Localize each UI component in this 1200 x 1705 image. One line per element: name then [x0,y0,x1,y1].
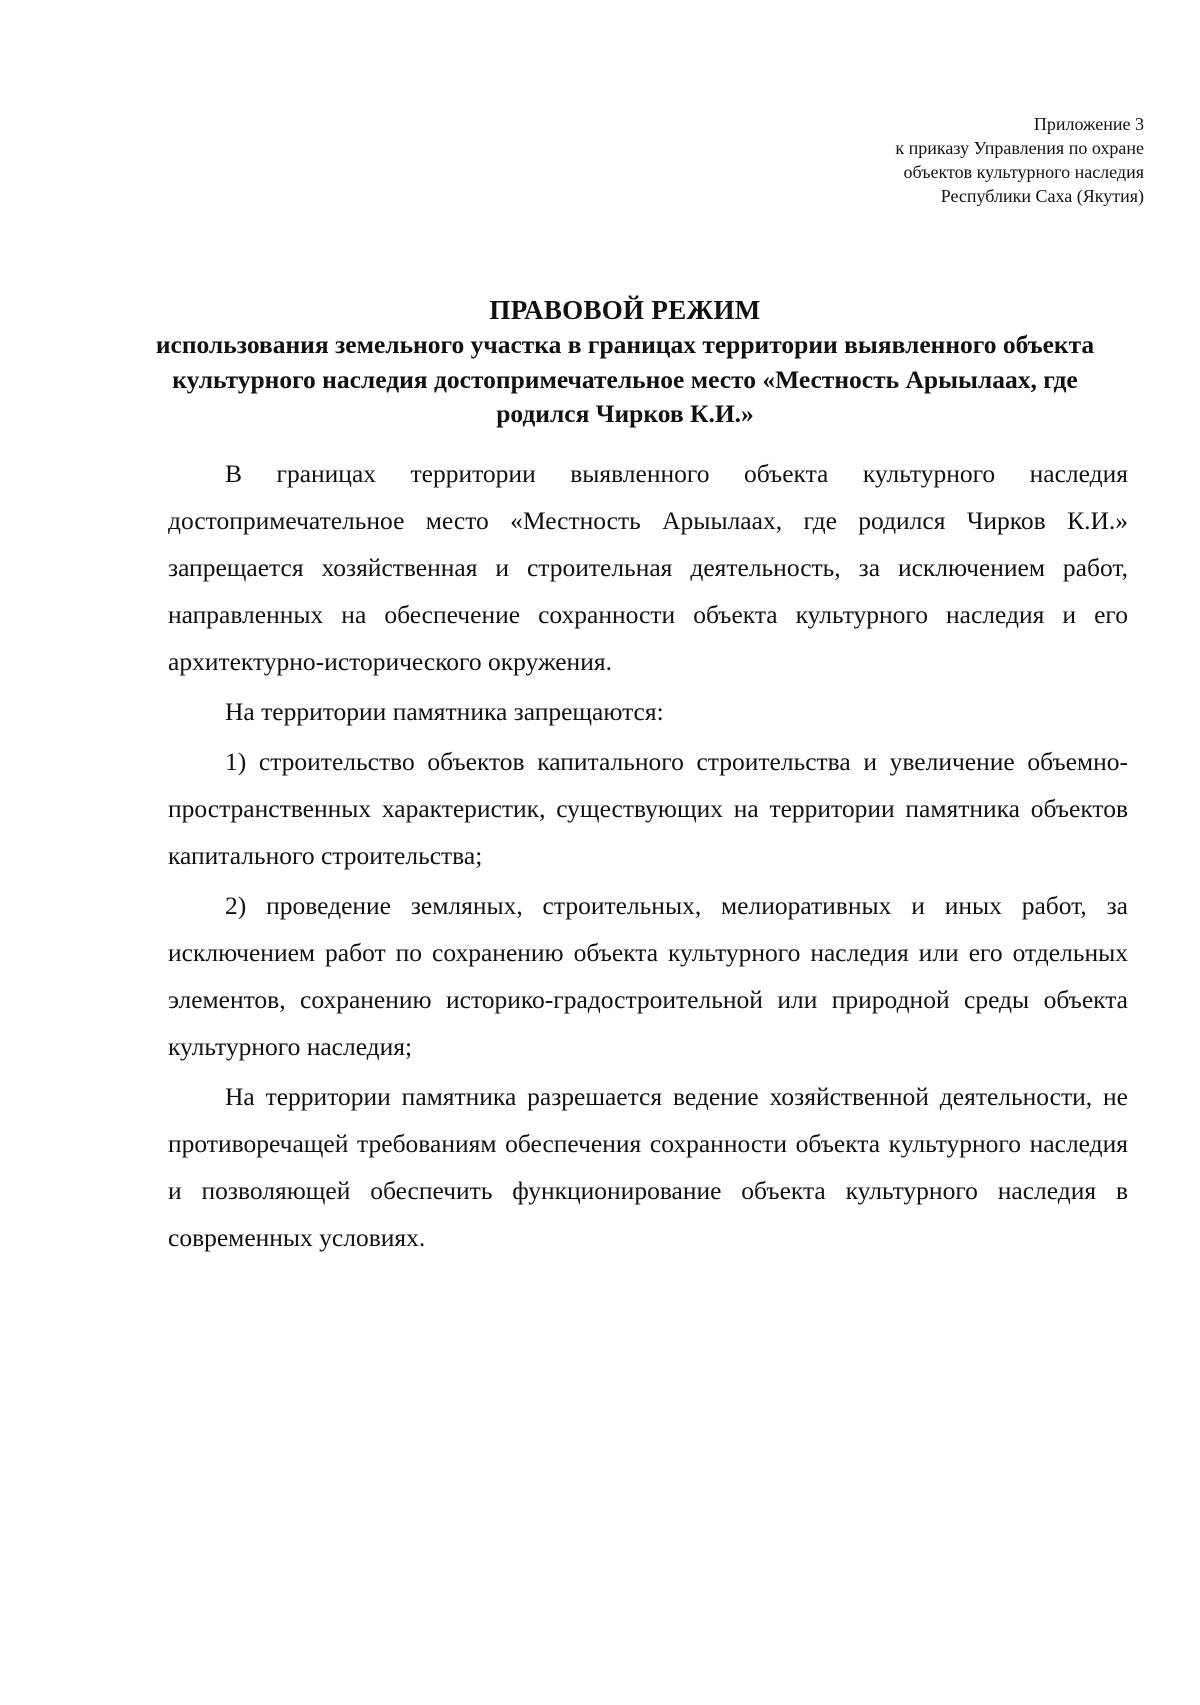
document-title [150,292,1100,432]
paragraph-prohibitions-intro: На территории памятника запрещаются: [225,697,664,726]
appendix-line-republic: Республики Саха (Якутия) [940,186,1144,206]
appendix-header [724,112,1144,208]
paragraph-prohibition-2: 2) проведение земляных, строительных, мелиоративных и иных работ, за исключением работ по сохранению объекта культурного наследия или его отдельных элементов, сохранению историко-градостроительной или природной среды объекта культурного наследия; [168,891,1128,1061]
appendix-line-order: к приказу Управления по охране [895,138,1144,158]
title-main: ПРАВОВОЙ РЕЖИМ [489,295,761,325]
paragraph-restriction-general: В границах территории выявленного объекта культурного наследия достопримечательное место «Местность Арыылаах, где родился Чирков К.И.» запрещается хозяйственная и строительная деятельность, за исключением работ, направленных на обеспечение сохранности объекта культурного наследия и его архитектурно-исторического окружения. [168,459,1128,676]
paragraph-prohibition-1: 1) строительство объектов капитального строительства и увеличение объемно-пространственных характеристик, существующих на территории памятника объектов капитального строительства; [168,747,1128,870]
appendix-line-number: Приложение 3 [1033,114,1144,134]
title-subtitle: использования земельного участка в границах территории выявленного объекта культурного наследия достопримечательное место «Местность Арыылаах, где родился Чирков К.И.» [155,330,1095,428]
document-body [168,450,1128,1261]
paragraph-permitted-activity: На территории памятника разрешается ведение хозяйственной деятельности, не противоречащей требованиям обеспечения сохранности объекта культурного наследия и позволяющей обеспечить функционирование объекта культурного наследия в современных условиях. [168,1082,1128,1252]
appendix-line-objects: объектов культурного наследия [903,162,1144,182]
